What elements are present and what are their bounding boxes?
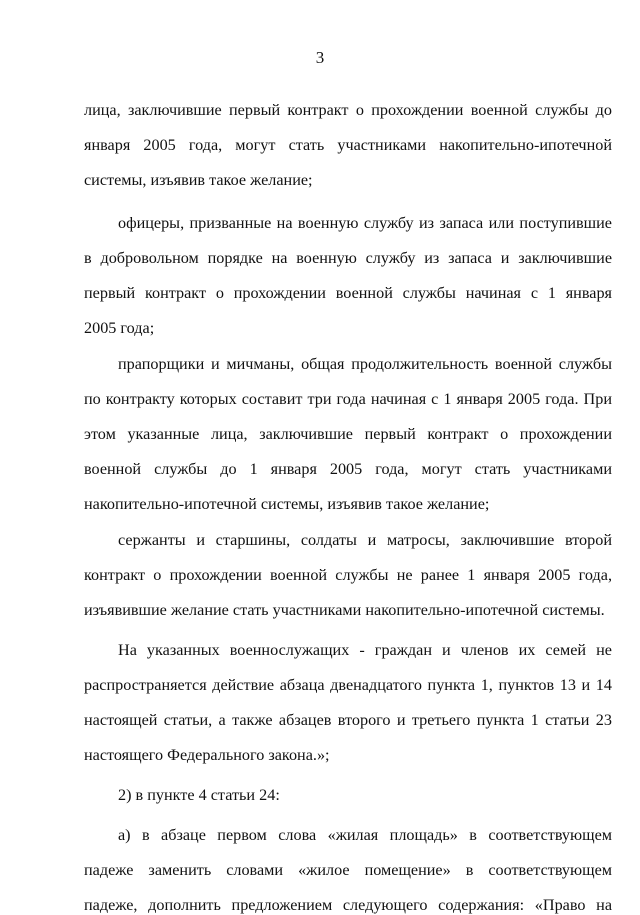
text-line: в добровольном порядке на военную службу из запаса и заключившие (84, 249, 612, 267)
text-line: На указанных военнослужащих - граждан и членов их семей не (118, 641, 612, 659)
text-line: лица, заключившие первый контракт о прохождении военной службы до (84, 101, 612, 119)
text-line: прапорщики и мичманы, общая продолжительность военной службы (118, 355, 612, 373)
text-line: контракт о прохождении военной службы не ранее 1 января 2005 года, (84, 566, 612, 584)
text-line: первый контракт о прохождении военной службы начиная с 1 января (84, 284, 612, 302)
text-line: накопительно-ипотечной системы, изъявив такое желание; (84, 495, 490, 513)
text-line: офицеры, призванные на военную службу из запаса или поступившие (118, 214, 612, 232)
text-line: военной службы до 1 января 2005 года, могут стать участниками (84, 460, 612, 478)
text-line: этом указанные лица, заключившие первый контракт о прохождении (84, 425, 612, 443)
text-line: по контракту которых составит три года начиная с 1 января 2005 года. При (84, 390, 612, 408)
text-line: системы, изъявив такое желание; (84, 171, 313, 189)
text-line: 2) в пункте 4 статьи 24: (118, 786, 280, 804)
text-line: января 2005 года, могут стать участниками накопительно-ипотечной (84, 136, 612, 154)
text-line: распространяется действие абзаца двенадцатого пункта 1, пунктов 13 и 14 (84, 676, 612, 694)
text-line: сержанты и старшины, солдаты и матросы, заключившие второй (118, 531, 612, 549)
text-line: падеже заменить словами «жилое помещение» в соответствующем (84, 861, 612, 879)
text-line: а) в абзаце первом слова «жилая площадь» в соответствующем (118, 826, 612, 844)
text-line: падеже, дополнить предложением следующего содержания: «Право на (84, 896, 612, 914)
page-number: 3 (315, 48, 325, 67)
text-line: изъявившие желание стать участниками накопительно-ипотечной системы. (84, 601, 605, 619)
text-line: 2005 года; (84, 319, 155, 337)
text-line: настоящей статьи, а также абзацев второго и третьего пункта 1 статьи 23 (84, 711, 612, 729)
text-line: настоящего Федерального закона.»; (84, 746, 330, 764)
